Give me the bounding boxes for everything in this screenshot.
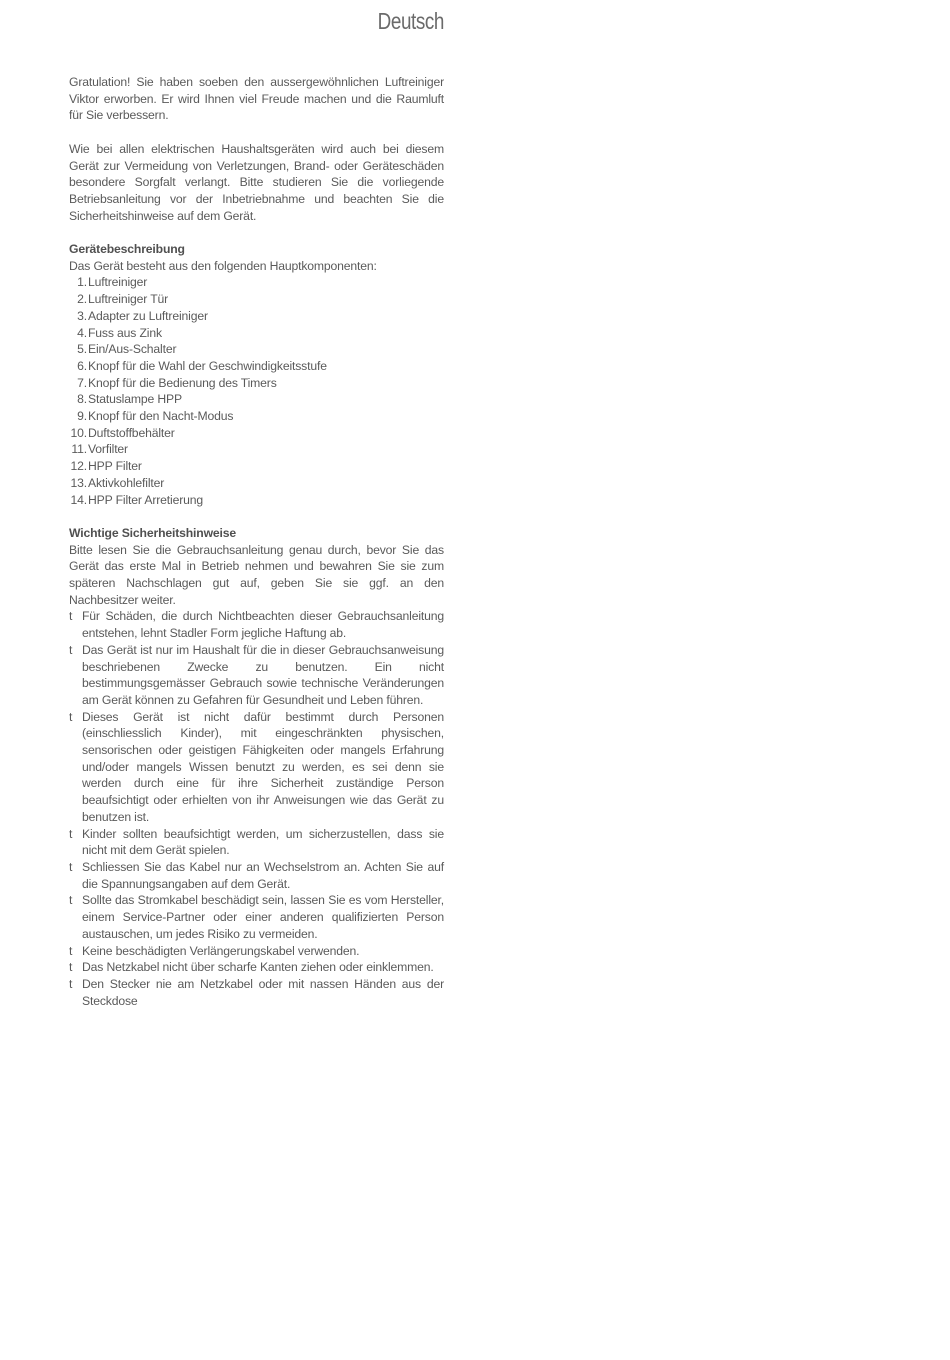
- component-label: HPP Filter: [88, 459, 142, 474]
- safety-list-item: [69, 892, 444, 942]
- component-list-item: [69, 408, 444, 425]
- bullet-marker: t: [69, 893, 73, 908]
- components-list: [69, 274, 444, 508]
- page-language-title: Deutsch: [377, 8, 444, 34]
- device-description-intro: Das Gerät besteht aus den folgenden Hauptkomponenten:: [69, 258, 377, 273]
- component-label: Knopf für die Wahl der Geschwindigkeitsstufe: [88, 358, 327, 373]
- safety-item-text: Das Gerät ist nur im Haushalt für die in dieser Gebrauchsanweisung beschriebenen Zwecke zu benutzen. Ein nicht bestimmungsgemässer Gebrauch sowie technische Veränderungen am Gerät können zu Gefahren für Gesundheit und Leben führen.: [82, 642, 444, 707]
- safety-item-text: Dieses Gerät ist nicht dafür bestimmt durch Personen (einschliesslich Kinder), mit eingeschränkten physischen, sensorischen oder geistigen Fähigkeiten oder mangels Erfahrung und/oder mangels Wissen benutzt zu werden, es sei denn sie werden durch eine für ihre Sicherheit zuständige Person beaufsichtigt oder erhielten von ihr Anweisungen wie das Gerät zu benutzen ist.: [82, 709, 444, 824]
- component-number: 3.: [77, 308, 87, 323]
- intro-paragraph-2: Wie bei allen elektrischen Haushaltsgeräten wird auch bei diesem Gerät zur Vermeidung von Verletzungen, Brand- oder Geräteschäden besondere Sorgfalt verlangt. Bitte studieren Sie die vorliegende Betriebsanleitung vor der Inbetriebnahme und beachten Sie die Sicherheitshinweise auf dem Gerät.: [69, 141, 444, 223]
- component-label: Luftreiniger Tür: [88, 292, 169, 307]
- safety-item-text: Schliessen Sie das Kabel nur an Wechselstrom an. Achten Sie auf die Spannungsangaben auf dem Gerät.: [82, 860, 444, 891]
- component-number: 10.: [70, 425, 87, 440]
- component-label: Ein/Aus-Schalter: [88, 342, 177, 357]
- safety-item-text: Für Schäden, die durch Nichtbeachten dieser Gebrauchsanleitung entstehen, lehnt Stadler Form jegliche Haftung ab.: [82, 609, 444, 641]
- safety-list-item: [69, 608, 444, 641]
- component-label: Aktivkohlefilter: [88, 475, 165, 490]
- safety-list-item: [69, 642, 444, 709]
- component-number: 12.: [70, 459, 87, 474]
- bullet-marker: t: [69, 860, 73, 874]
- component-list-item: [69, 458, 444, 475]
- component-list-item: [69, 391, 444, 408]
- safety-item-text: Keine beschädigten Verlängerungskabel verwenden.: [82, 943, 360, 958]
- component-number: 9.: [77, 409, 87, 424]
- component-number: 4.: [77, 325, 87, 340]
- component-list-item: [69, 274, 444, 291]
- component-list-item: [69, 308, 444, 325]
- safety-section: [69, 525, 444, 1009]
- safety-list-item: [69, 826, 444, 859]
- component-number: 13.: [70, 475, 87, 490]
- component-label: Knopf für den Nacht-Modus: [88, 409, 234, 424]
- component-label: Duftstoffbehälter: [88, 425, 175, 440]
- bullet-marker: t: [69, 709, 73, 724]
- component-number: 14.: [70, 492, 87, 507]
- component-list-item: [69, 291, 444, 308]
- safety-list-item: [69, 709, 444, 826]
- intro-paragraph-1: Gratulation! Sie haben soeben den aussergewöhnlichen Luftreiniger Viktor erworben. Er wird Ihnen viel Freude machen und die Raumluft für Sie verbessern.: [69, 75, 444, 123]
- safety-heading: Wichtige Sicherheitshinweise: [69, 525, 237, 540]
- component-list-item: [69, 358, 444, 375]
- safety-item-text: Kinder sollten beaufsichtigt werden, um sicherzustellen, dass sie nicht mit dem Gerät spielen.: [82, 826, 444, 858]
- safety-list-item: [69, 859, 444, 892]
- safety-item-text: Das Netzkabel nicht über scharfe Kanten ziehen oder einklemmen.: [82, 960, 434, 975]
- component-label: Adapter zu Luftreiniger: [88, 308, 208, 323]
- component-label: HPP Filter Arretierung: [88, 492, 204, 507]
- component-list-item: [69, 375, 444, 392]
- component-list-item: [69, 492, 444, 509]
- device-description-section: [69, 241, 444, 508]
- component-list-item: [69, 425, 444, 442]
- safety-list-item: [69, 976, 444, 1009]
- bullet-marker: t: [69, 609, 73, 624]
- bullet-marker: t: [69, 976, 73, 991]
- safety-item-text: Den Stecker nie am Netzkabel oder mit nassen Händen aus der Steckdose: [82, 976, 444, 1008]
- bullet-marker: t: [69, 960, 73, 975]
- component-list-item: [69, 475, 444, 492]
- component-number: 8.: [77, 392, 87, 407]
- safety-intro: Bitte lesen Sie die Gebrauchsanleitung genau durch, bevor Sie das Gerät das erste Mal in Betrieb nehmen und bewahren Sie sie zum späteren Nachschlagen gut auf, geben Sie sie ggf. an den Nachbesitzer weiter.: [69, 542, 444, 607]
- component-number: 1.: [77, 275, 87, 290]
- safety-list-item: [69, 959, 444, 976]
- component-label: Fuss aus Zink: [88, 325, 162, 340]
- component-label: Statuslampe HPP: [88, 392, 182, 407]
- bullet-marker: t: [69, 826, 73, 841]
- component-list-item: [69, 441, 444, 458]
- component-list-item: [69, 325, 444, 342]
- component-label: Vorfilter: [88, 442, 128, 457]
- component-number: 2.: [77, 292, 87, 307]
- component-number: 11.: [71, 442, 87, 457]
- document-body: [69, 74, 444, 1009]
- component-number: 5.: [77, 342, 87, 357]
- component-number: 7.: [77, 375, 87, 390]
- bullet-marker: t: [69, 642, 73, 657]
- component-label: Knopf für die Bedienung des Timers: [88, 375, 277, 390]
- bullet-marker: t: [69, 943, 73, 958]
- device-description-heading: Gerätebeschreibung: [69, 242, 185, 256]
- safety-list-item: [69, 943, 444, 960]
- component-list-item: [69, 341, 444, 358]
- component-label: Luftreiniger: [88, 275, 148, 290]
- safety-item-text: Sollte das Stromkabel beschädigt sein, lassen Sie es vom Hersteller, einem Service-Partner oder einer anderen qualifizierten Person austauschen, um jedes Risiko zu vermeiden.: [82, 893, 444, 941]
- component-number: 6.: [77, 358, 87, 373]
- safety-list: [69, 608, 444, 1009]
